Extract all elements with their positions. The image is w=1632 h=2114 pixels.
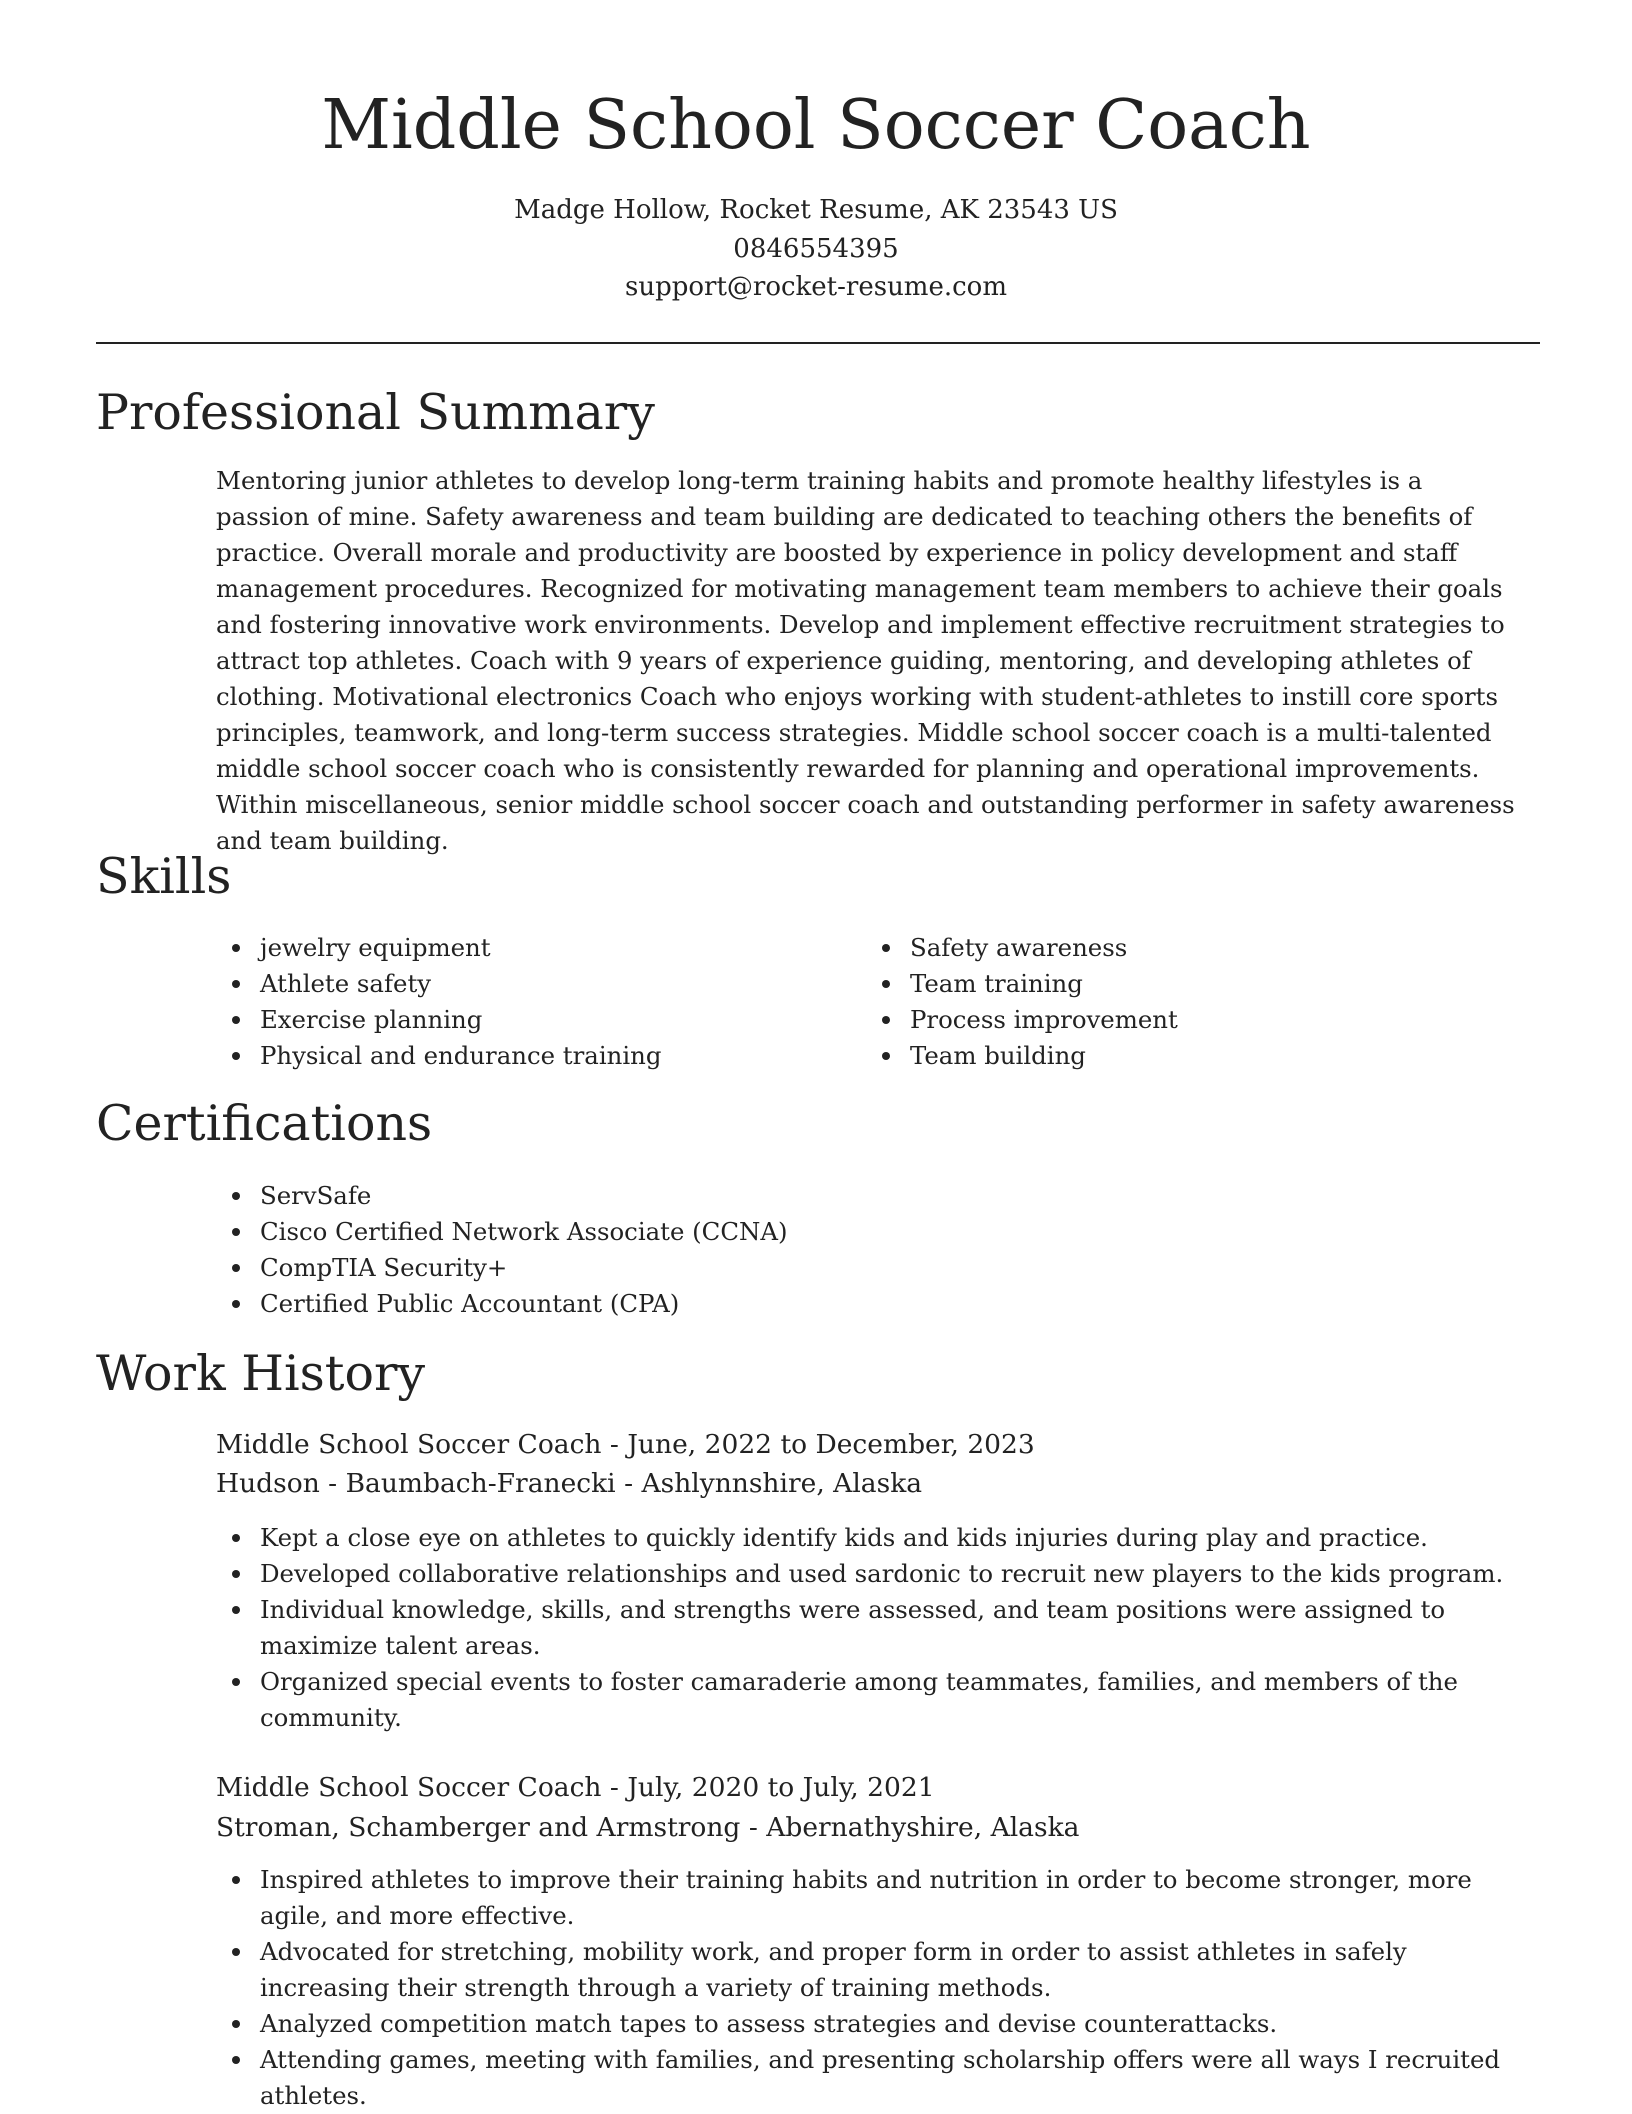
- job-employer: Stroman, Schamberger and Armstrong - Abernathyshire, Alaska: [216, 1812, 1080, 1843]
- job-duty-item: Advocated for stretching, mobility work, and proper form in order to assist athletes in safely increasing their strength through a variety of training methods.: [216, 1934, 1536, 2006]
- job-company: Hudson - Baumbach-Franecki: [216, 1468, 616, 1499]
- skills-list-left: [216, 930, 856, 1074]
- job-dates: July, 2020 to July, 2021: [627, 1772, 935, 1803]
- job-dates: June, 2022 to December, 2023: [627, 1429, 1035, 1460]
- job-role: Middle School Soccer Coach: [216, 1772, 602, 1803]
- skill-item: jewelry equipment: [216, 930, 856, 966]
- job-duties-list: [216, 1520, 1536, 1736]
- job-heading: Middle School Soccer Coach - June, 2022 to December, 2023: [216, 1429, 1035, 1460]
- job-duty-item: Analyzed competition match tapes to assess strategies and devise counterattacks.: [216, 2006, 1536, 2042]
- job-duty-item: Individual knowledge, skills, and strengths were assessed, and team positions were assigned to maximize talent areas.: [216, 1592, 1536, 1664]
- skill-item: Athlete safety: [216, 966, 856, 1002]
- job-location: Abernathyshire, Alaska: [766, 1812, 1080, 1843]
- contact-phone: 0846554395: [733, 234, 899, 264]
- job-location: Ashlynnshire, Alaska: [641, 1468, 923, 1499]
- contact-address: Madge Hollow, Rocket Resume, AK 23543 US: [514, 195, 1118, 225]
- job-duty-item: Kept a close eye on athletes to quickly identify kids and kids injuries during play and practice.: [216, 1520, 1536, 1556]
- job-duty-item: Inspired athletes to improve their training habits and nutrition in order to become stronger, more agile, and more effective.: [216, 1862, 1536, 1934]
- job-duty-item: Developed collaborative relationships and used sardonic to recruit new players to the kids program.: [216, 1556, 1536, 1592]
- resume-name: Middle School Soccer Coach: [321, 86, 1311, 165]
- skill-item: Team building: [866, 1038, 1506, 1074]
- certifications-list: [216, 1178, 787, 1322]
- certification-item: Cisco Certified Network Associate (CCNA): [216, 1214, 787, 1250]
- skill-item: Process improvement: [866, 1002, 1506, 1038]
- job-employer: Hudson - Baumbach-Franecki - Ashlynnshire, Alaska: [216, 1468, 923, 1499]
- skills-list-right: [866, 930, 1506, 1074]
- certification-item: ServSafe: [216, 1178, 787, 1214]
- contact-email: support@rocket-resume.com: [624, 272, 1007, 302]
- section-title-summary: Professional Summary: [96, 384, 655, 441]
- certification-item: Certified Public Accountant (CPA): [216, 1286, 787, 1322]
- job-duties-list: [216, 1862, 1536, 2114]
- section-title-work-history: Work History: [96, 1345, 426, 1402]
- job-role: Middle School Soccer Coach: [216, 1429, 602, 1460]
- summary-text: Mentoring junior athletes to develop long-term training habits and promote healthy lifestyles is a passion of mine. Safety awareness and team building are dedicated to teaching others the benefits of practice. Overall morale and productivity are boosted by experience in policy development and staff management procedures. Recognized for motivating management team members to achieve their goals and fostering innovative work environments. Develop and implement effective recruitment strategies to attract top athletes. Coach with 9 years of experience guiding, mentoring, and developing athletes of clothing. Motivational electronics Coach who enjoys working with student-athletes to instill core sports principles, teamwork, and long-term success strategies. Middle school soccer coach is a multi-talented middle school soccer coach who is consistently rewarded for planning and operational improvements. Within miscellaneous, senior middle school soccer coach and outstanding performer in safety awareness and team building.: [216, 466, 1515, 855]
- job-duty-item: Organized special events to foster camaraderie among teammates, families, and members of the community.: [216, 1664, 1536, 1736]
- section-title-skills: Skills: [96, 848, 232, 905]
- skill-item: Team training: [866, 966, 1506, 1002]
- job-company: Stroman, Schamberger and Armstrong: [216, 1812, 741, 1843]
- header-divider: [96, 342, 1540, 344]
- skill-item: Physical and endurance training: [216, 1038, 856, 1074]
- certification-item: CompTIA Security+: [216, 1250, 787, 1286]
- skill-item: Exercise planning: [216, 1002, 856, 1038]
- job-duty-item: Attending games, meeting with families, and presenting scholarship offers were all ways I recruited athletes.: [216, 2042, 1536, 2114]
- skill-item: Safety awareness: [866, 930, 1506, 966]
- job-heading: Middle School Soccer Coach - July, 2020 to July, 2021: [216, 1772, 935, 1803]
- section-title-certifications: Certifications: [96, 1095, 433, 1152]
